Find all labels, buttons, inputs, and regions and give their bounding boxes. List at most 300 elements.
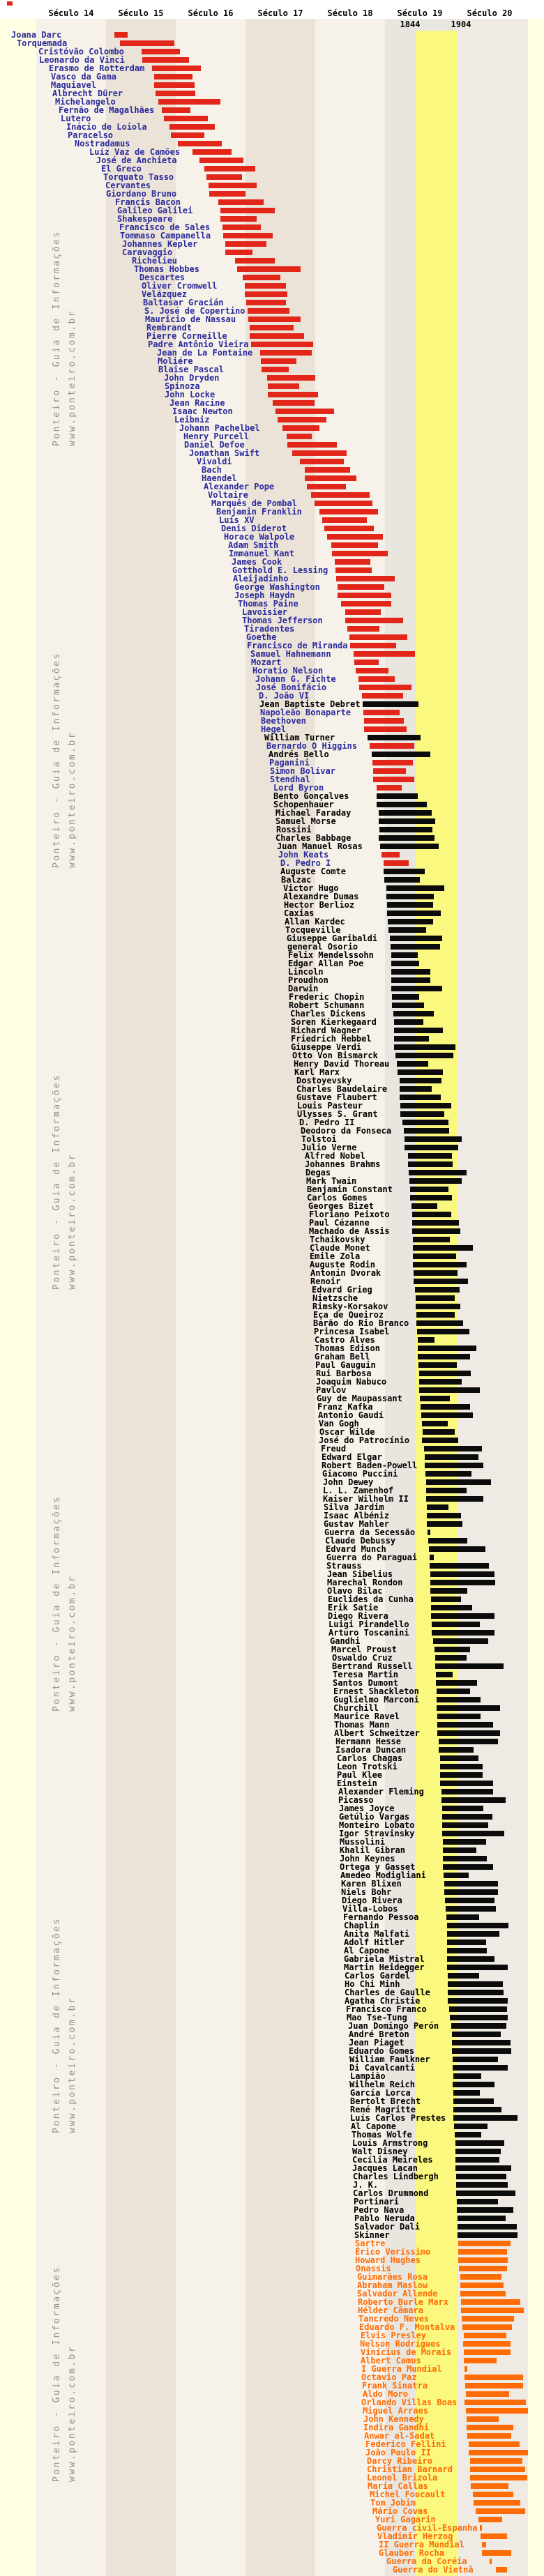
person-name: Gustave Flaubert [296,1092,377,1102]
lifespan-bar [432,1630,494,1636]
lifespan-bar [416,1320,463,1326]
event-name: I Guerra Mundial [361,2364,442,2374]
timeline-row [0,876,544,884]
person-name: Cecília Meireles [352,2155,433,2165]
lifespan-bar [394,1028,443,1033]
person-name: Leon Trotski [337,1762,398,1771]
timeline-row [0,1503,544,1511]
person-name: Marcel Proust [331,1645,397,1654]
lifespan-bar [455,2140,504,2146]
lifespan-bar [421,1412,473,1418]
lifespan-bar [405,1145,458,1150]
lifespan-bar [394,1036,429,1042]
lifespan-bar [248,317,301,322]
timeline-row [0,1972,544,1980]
person-name: Ho Chi Minh [345,1979,400,1989]
person-name: Glauber Rocha [379,2548,444,2558]
timeline-row [0,1603,544,1612]
lifespan-bar [408,1161,453,1167]
timeline-row [0,1260,544,1269]
timeline-row [0,231,544,240]
lifespan-bar [120,40,174,46]
person-name: Gandhi [330,1636,361,1646]
lifespan-bar [262,367,289,372]
person-name: Fernão de Magalhães [59,105,155,115]
lifespan-bar [439,1747,474,1753]
lifespan-bar [456,2182,508,2188]
lifespan-bar [436,1680,477,1686]
timeline-row [0,1419,544,1428]
person-name: Pablo Neruda [354,2213,415,2223]
timeline-row [0,2223,544,2231]
timeline-row [0,2013,544,2022]
timeline-row [0,449,544,457]
person-name: André Breton [349,2029,409,2039]
event-name: II Guerra Mundial [379,2540,464,2550]
person-name: Torquemada [17,38,68,48]
lifespan-bar [420,1396,450,1401]
person-name: Andrés Bello [269,749,329,759]
lifespan-bar [460,2291,506,2296]
timeline-row [0,934,544,943]
timeline-row [0,1445,544,1453]
lifespan-bar [417,1329,469,1334]
lifespan-bar [152,66,201,71]
person-name: Eduardo Gomes [349,2046,414,2056]
lifespan-bar [164,116,208,121]
person-name: J. K. [353,2180,379,2190]
lifespan-bar [335,559,370,565]
watermark-url: www.ponteiro.com.br [67,309,77,446]
timeline-row [0,1143,544,1152]
timeline-row [0,1168,544,1177]
person-name: Balzac [281,875,312,885]
person-name: Luís XV [219,515,255,525]
timeline-row [0,2214,544,2223]
person-name: Ernest Shackleton [333,1686,419,1696]
timeline-row [0,2356,544,2365]
timeline-row [0,265,544,273]
timeline-row [0,2365,544,2373]
person-name: Charles Lindbergh [353,2172,439,2181]
person-name: Jacques Lacan [352,2163,418,2173]
timeline-row [0,1905,544,1913]
timeline-row [0,1938,544,1946]
lifespan-bar [435,1663,504,1669]
lifespan-bar [377,793,418,799]
lifespan-bar [448,1990,504,1995]
timeline-row [0,1695,544,1704]
timeline-row [0,1570,544,1578]
person-name: Guimarães Rosa [357,2272,428,2282]
timeline-row [0,2381,544,2390]
lifespan-bar [467,2433,511,2439]
person-name: Richard Wagner [291,1026,362,1035]
timeline-row [0,416,544,424]
person-name: Beethoven [261,716,307,726]
lifespan-bar [441,1797,506,1803]
timeline-row [0,2022,544,2030]
timeline-row [0,1495,544,1503]
person-name: Graham Bell [315,1352,370,1362]
person-name: Karen Blixen [341,1879,402,1889]
person-name: Onassis [356,2264,391,2273]
timeline-row [0,1336,544,1344]
person-name: Diego Rivera [328,1611,388,1621]
lifespan-bar [455,2165,511,2171]
lifespan-bar [460,2274,501,2280]
lifespan-bar [427,1513,461,1518]
person-name: Moliére [158,356,193,366]
timeline-row [0,2047,544,2055]
person-name: Voltaire [208,490,248,500]
person-name: Vivaldi [197,457,232,466]
lifespan-bar [470,2467,525,2472]
lifespan-bar [448,1998,508,2004]
lifespan-bar [436,1672,453,1677]
lifespan-bar [443,1856,487,1861]
timeline-row [0,2072,544,2080]
timeline-row [0,1612,544,1620]
lifespan-bar [462,2316,514,2322]
lifespan-bar [456,2174,506,2179]
lifespan-bar [470,2475,527,2480]
person-name: Hélder Câmara [358,2306,423,2315]
timeline-row [0,834,544,842]
timeline-row [0,148,544,156]
timeline-row [0,1629,544,1637]
timeline-row [0,2448,544,2457]
timeline-row [0,2415,544,2423]
timeline-row [0,1210,544,1219]
lifespan-bar [464,2400,526,2405]
timeline-row [0,2005,544,2013]
lifespan-bar [408,1153,452,1159]
watermark-url: www.ponteiro.com.br [67,1574,77,1712]
timeline-row [0,1662,544,1670]
person-name: Velázquez [142,289,188,299]
person-name: Pedro Nava [354,2205,405,2215]
timeline-row [0,1821,544,1829]
lifespan-bar [425,1471,471,1477]
person-name: Anwar al-Sadat [364,2431,435,2441]
timeline-row [0,290,544,298]
person-name: Santos Dumont [333,1678,398,1688]
lifespan-bar [287,434,312,439]
lifespan-bar [400,1103,451,1108]
person-name: Johannes Kepler [122,239,198,249]
lifespan-bar [380,844,439,849]
timeline-row [0,1721,544,1729]
timeline-row [0,382,544,390]
timeline-row [0,1461,544,1470]
person-name: Alexander Pope [204,482,275,491]
person-name: Alexander Fleming [338,1787,424,1797]
lifespan-bar [431,1596,461,1602]
century-label: Século 18 [327,8,373,18]
person-name: José do Patrocínio [319,1435,410,1445]
lifespan-bar [387,902,433,908]
lifespan-bar [341,601,391,607]
lifespan-bar [467,2425,513,2430]
lifespan-bar [390,936,442,941]
lifespan-bar [463,2341,511,2347]
lifespan-bar [415,1287,460,1293]
person-name: Degas [305,1168,331,1178]
lifespan-bar [442,1814,492,1820]
person-name: Stendhal [270,775,310,784]
timeline-row [0,1704,544,1712]
timeline-row [0,349,544,357]
timeline-row [0,441,544,449]
timeline-row [0,2566,544,2574]
person-name: Mário Covas [372,2506,428,2516]
lifespan-bar [464,2375,523,2380]
person-name: Louis Armstrong [352,2138,428,2148]
lifespan-bar [452,2032,501,2037]
timeline-row [0,1436,544,1445]
lifespan-bar [384,860,409,866]
lifespan-bar [156,91,195,96]
timeline-row [0,1311,544,1319]
timeline-row [0,1235,544,1244]
timeline-row [0,867,544,876]
timeline-row [0,2181,544,2189]
lifespan-bar [464,2333,506,2338]
timeline-row [0,315,544,323]
lifespan-bar [379,835,435,841]
person-name: Paul Gauguin [315,1360,376,1370]
person-name: Igor Stravinsky [339,1829,415,1838]
person-name: Johann Pachelbel [179,423,260,433]
band-end-label: 1904 [451,20,471,29]
lifespan-bar [458,2224,517,2230]
lifespan-bar [482,2550,511,2556]
lifespan-bar [209,183,257,188]
person-name: Felix Mendelssohn [288,950,374,960]
person-name: Tocqueville [285,925,341,935]
person-name: Castro Alves [315,1335,375,1345]
person-name: Pavlov [316,1385,347,1395]
person-name: Oliver Cromwell [142,281,218,291]
person-name: Princesa Isabel [314,1327,390,1336]
person-name: Friedrich Hebbel [291,1034,372,1044]
person-name: Thomas Hobbes [134,264,199,274]
timeline-row [0,1687,544,1695]
lifespan-bar [410,1195,452,1201]
timeline-row [0,1026,544,1035]
person-name: Amedeo Modigliani [340,1870,426,1880]
timeline-row [0,190,544,198]
person-name: Isadora Duncan [335,1745,407,1755]
lifespan-bar [453,2115,517,2121]
timeline-row [0,2139,544,2147]
lifespan-bar [347,626,379,632]
person-name: Michel Foucault [370,2490,446,2499]
lifespan-bar [391,986,442,991]
lifespan-bar [426,1488,467,1493]
lifespan-bar [243,275,280,280]
lifespan-bar [220,216,257,222]
person-name: Tom Jobim [370,2498,416,2508]
lifespan-bar [273,400,315,406]
timeline-row [0,2089,544,2097]
timeline-row [0,1771,544,1779]
person-name: Al Capone [344,1946,390,1956]
lifespan-bar [437,1689,470,1694]
person-name: Mao Tse-Tung [347,2013,407,2022]
timeline-row [0,1361,544,1369]
lifespan-bar [345,618,403,623]
timeline-row [0,1068,544,1076]
person-name: Christian Barnard [367,2464,453,2474]
timeline-row [0,984,544,993]
lifespan-bar [324,526,374,531]
person-name: Victor Hugo [283,883,339,893]
lifespan-bar [338,593,391,598]
timeline-row [0,1110,544,1118]
lifespan-bar [453,2057,498,2062]
person-name: Giuseppe Garibaldi [287,933,378,943]
timeline-row [0,1880,544,1888]
person-name: general Osorio [287,942,358,952]
timeline-row [0,1076,544,1085]
person-name: Luigi Pirandello [328,1619,409,1629]
person-name: José Bonifácio [256,683,327,692]
timeline-row [0,1135,544,1143]
timeline-row [0,1194,544,1202]
lifespan-bar [444,1873,469,1878]
lifespan-bar [114,32,128,38]
timeline-row [0,1587,544,1595]
lifespan-bar [446,1906,496,1912]
person-name: Gabriela Mistral [344,1954,425,1964]
lifespan-bar [386,885,444,891]
person-name: Cristóvão Colombo [38,47,124,56]
timeline-row [0,1670,544,1679]
lifespan-bar [354,660,379,665]
lifespan-bar [246,300,286,305]
timeline-row [0,1127,544,1135]
lifespan-bar [413,1237,450,1242]
person-name: Antonio Gaudí [318,1410,384,1420]
person-name: Niels Bohr [341,1887,392,1897]
timeline-row [0,1846,544,1854]
lifespan-bar [427,1521,462,1527]
timeline-row [0,332,544,340]
lifespan-bar [447,1956,494,1962]
timeline-row [0,2440,544,2448]
lifespan-bar [469,2441,520,2447]
person-name: Horace Walpole [224,532,295,542]
timeline-row [0,2114,544,2122]
person-name: Oswaldo Cruz [332,1653,393,1663]
lifespan-bar [282,425,319,431]
lifespan-bar [260,350,312,356]
person-name: Benjamin Franklin [216,507,302,517]
lifespan-bar [400,1078,441,1083]
century-label: Século 14 [48,8,94,18]
lifespan-bar [446,1914,479,1920]
lifespan-bar [142,49,180,54]
timeline-row [0,959,544,968]
person-name: Euclides da Cunha [328,1594,414,1604]
person-name: Carlos Chagas [337,1753,402,1763]
person-name: Portinari [354,2197,400,2207]
timeline-row [0,273,544,282]
timeline-row [0,1854,544,1863]
person-name: Paul Klee [337,1770,383,1780]
person-name: Churchill [333,1703,379,1713]
lifespan-bar [453,2107,501,2112]
person-name: Eça de Queiroz [313,1310,384,1320]
lifespan-bar [388,927,426,933]
person-name: Skinner [354,2230,390,2240]
person-name: Auguste Comte [280,867,346,876]
lifespan-bar [461,2308,524,2313]
person-name: Tchaikovsky [310,1235,365,1244]
person-name: Edvard Munch [326,1544,386,1554]
lifespan-bar [373,768,406,774]
lifespan-bar [220,208,275,213]
person-name: Jean Piaget [349,2038,405,2048]
lifespan-bar [300,459,344,464]
person-name: Wilhelm Reich [349,2080,415,2089]
lifespan-bar [218,199,264,205]
lifespan-bar [445,1898,494,1903]
lifespan-bar [162,107,190,113]
timeline-row [0,1219,544,1227]
person-name: Henry David Thoreau [294,1059,390,1069]
lifespan-bar [338,584,384,590]
lifespan-bar [459,2266,507,2271]
lifespan-bar [142,57,189,63]
timeline-row [0,884,544,892]
lifespan-bar [350,643,396,648]
timeline-row [0,851,544,859]
century-label: Século 15 [118,8,164,18]
timeline-row [0,1545,544,1553]
century-label: Século 16 [188,8,234,18]
person-name: Getúlio Vargas [339,1812,410,1822]
lifespan-bar [435,1647,470,1652]
lifespan-bar [496,2567,507,2573]
person-name: Frederic Chopin [289,992,365,1002]
timeline-row [0,466,544,474]
timeline-row [0,1001,544,1009]
lifespan-bar [192,149,232,155]
timeline-row [0,1595,544,1603]
timeline-row [0,1286,544,1294]
person-name: Charles Baudelaire [296,1084,388,1094]
person-name: Barão do Rio Branco [313,1318,409,1328]
person-name: Edward Elgar [322,1452,382,1462]
lifespan-bar [429,1546,485,1552]
person-name: Alexandre Dumas [283,892,359,901]
person-name: Paul Cézanne [309,1218,370,1228]
timeline-row [0,1528,544,1537]
person-name: Mauricio de Nassau [145,314,236,324]
lifespan-bar [458,2249,507,2255]
person-name: René Magritte [350,2105,416,2114]
timeline-row [0,1829,544,1838]
person-name: Aleijadinho [233,574,289,584]
person-name: James Joyce [339,1804,395,1813]
timeline-row [0,2373,544,2381]
timeline-row [0,390,544,399]
lifespan-bar [454,2124,488,2129]
person-name: Tiradentes [244,624,295,634]
